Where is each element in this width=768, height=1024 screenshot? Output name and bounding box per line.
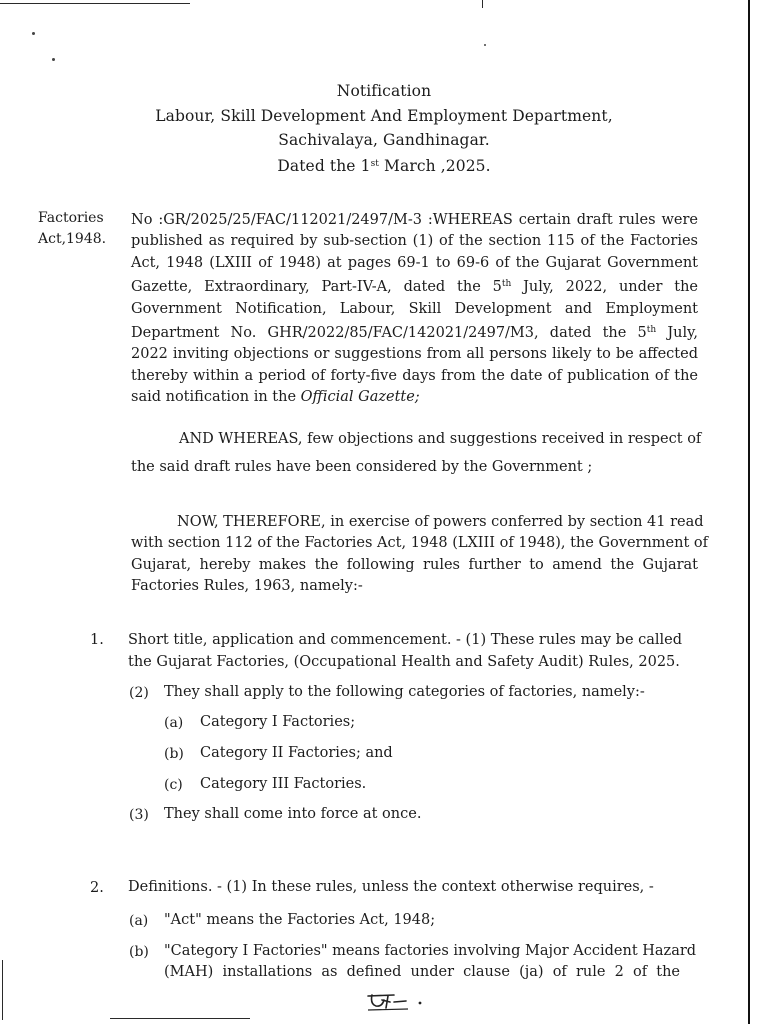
whereas-line2: the said draft rules have been considered by the Government ;: [131, 459, 593, 475]
preamble-line: thereby within a period of forty-five days from the date of publication of the: [131, 367, 698, 384]
rule1-item-a-text: Category I Factories;: [200, 714, 356, 730]
scan-edge-top-mark: [482, 0, 483, 8]
now-therefore-line: Factories Rules, 1963, namely:-: [131, 578, 363, 595]
scan-speck: [484, 44, 486, 46]
rule2-b-line2: (MAH) installations as defined under clause (ja) of rule 2 of the: [164, 964, 680, 980]
preamble-line: Act, 1948 (LXIII of 1948) at pages 69-1 to 69-6 of the Gujarat Government: [131, 254, 698, 271]
rule1-item-a-label: (a): [164, 715, 184, 731]
margin-note-line2: Act,1948.: [38, 231, 107, 247]
rule1-item-c-text: Category III Factories.: [200, 776, 367, 792]
rule1-line2: the Gujarat Factories, (Occupational Health and Safety Audit) Rules, 2025.: [128, 654, 680, 670]
handwritten-initials: [360, 990, 440, 1012]
scan-speck: [32, 32, 35, 35]
rule1-sub3-text: They shall come into force at once.: [164, 806, 422, 822]
preamble-line6-sup: th: [646, 325, 657, 336]
preamble-line: published as required by sub-section (1) of the section 115 of the Factories: [131, 233, 698, 250]
preamble-line: Government Notification, Labour, Skill Development and Employment: [131, 300, 698, 317]
rule1-item-b-text: Category II Factories; and: [200, 745, 393, 761]
margin-note-line1: Factories: [38, 210, 104, 226]
official-gazette-italic: Official Gazette;: [300, 389, 420, 406]
notification-date: [0, 153, 768, 177]
rule2-a-label: (a): [129, 913, 149, 929]
preamble-line: 2022 inviting objections or suggestions from all persons likely to be affected: [131, 346, 698, 363]
rule2-number: 2.: [90, 880, 104, 896]
location: Sachivalaya, Gandhinagar.: [278, 131, 490, 149]
rule1-sub2-text: They shall apply to the following categories of factories, namely:-: [164, 684, 645, 700]
whereas-paragraph: [131, 425, 702, 481]
rule2-line1: Definitions. - (1) In these rules, unless the context otherwise requires, -: [128, 879, 654, 895]
rule2-b-line1: "Category I Factories" means factories involving Major Accident Hazard: [164, 943, 697, 959]
date-suffix: March ,2025.: [379, 157, 491, 175]
preamble-line4-sup: th: [501, 279, 512, 290]
rule2-a-text: "Act" means the Factories Act, 1948;: [164, 912, 436, 928]
preamble-line: [131, 274, 698, 298]
now-therefore-paragraph: [131, 512, 708, 598]
notification-title: Notification: [336, 82, 432, 100]
rule1-item-b-label: (b): [164, 746, 184, 762]
scan-speck: [52, 58, 55, 61]
department-name: Labour, Skill Development And Employment Department,: [155, 107, 613, 125]
preamble-line6-start: Department No. GHR/2022/85/FAC/142021/2497/M3, dated the 5: [131, 325, 647, 342]
margin-note: [38, 208, 110, 250]
date-sup: st: [370, 159, 379, 169]
now-therefore-line: Gujarat, hereby makes the following rules further to amend the Gujarat: [131, 556, 698, 573]
date-prefix: Dated the 1: [277, 157, 371, 175]
preamble-line: [131, 387, 698, 408]
rule1-sub2-label: (2): [129, 685, 149, 701]
preamble-line9-start: said notification in the: [131, 389, 301, 406]
scan-edge-left-mark: [2, 960, 3, 1020]
now-therefore-line: NOW, THEREFORE, in exercise of powers conferred by section 41 read: [177, 514, 704, 530]
preamble-paragraph: [131, 210, 698, 409]
now-therefore-line: with section 112 of the Factories Act, 1948 (LXIII of 1948), the Government of: [131, 535, 708, 552]
scan-edge-bottom-line: [110, 1018, 250, 1019]
preamble-line4-start: Gazette, Extraordinary, Part-IV-A, dated the 5: [131, 279, 502, 296]
rule1-line1: Short title, application and commencement. - (1) These rules may be called: [128, 632, 683, 648]
rule1-sub3-label: (3): [129, 807, 149, 823]
preamble-line4-rest: July, 2022, under the: [511, 279, 698, 296]
whereas-line1: AND WHEREAS, few objections and suggestions received in respect of: [179, 431, 702, 447]
scan-edge-top-line: [0, 3, 190, 4]
preamble-line: [131, 320, 698, 344]
rule1-item-c-label: (c): [164, 777, 183, 793]
rule2-b-label: (b): [129, 944, 149, 960]
preamble-line: No :GR/2025/25/FAC/112021/2497/M-3 :WHEREAS certain draft rules were: [131, 212, 698, 228]
preamble-line6-rest: July,: [656, 325, 698, 342]
rule1-number: 1.: [90, 632, 104, 648]
